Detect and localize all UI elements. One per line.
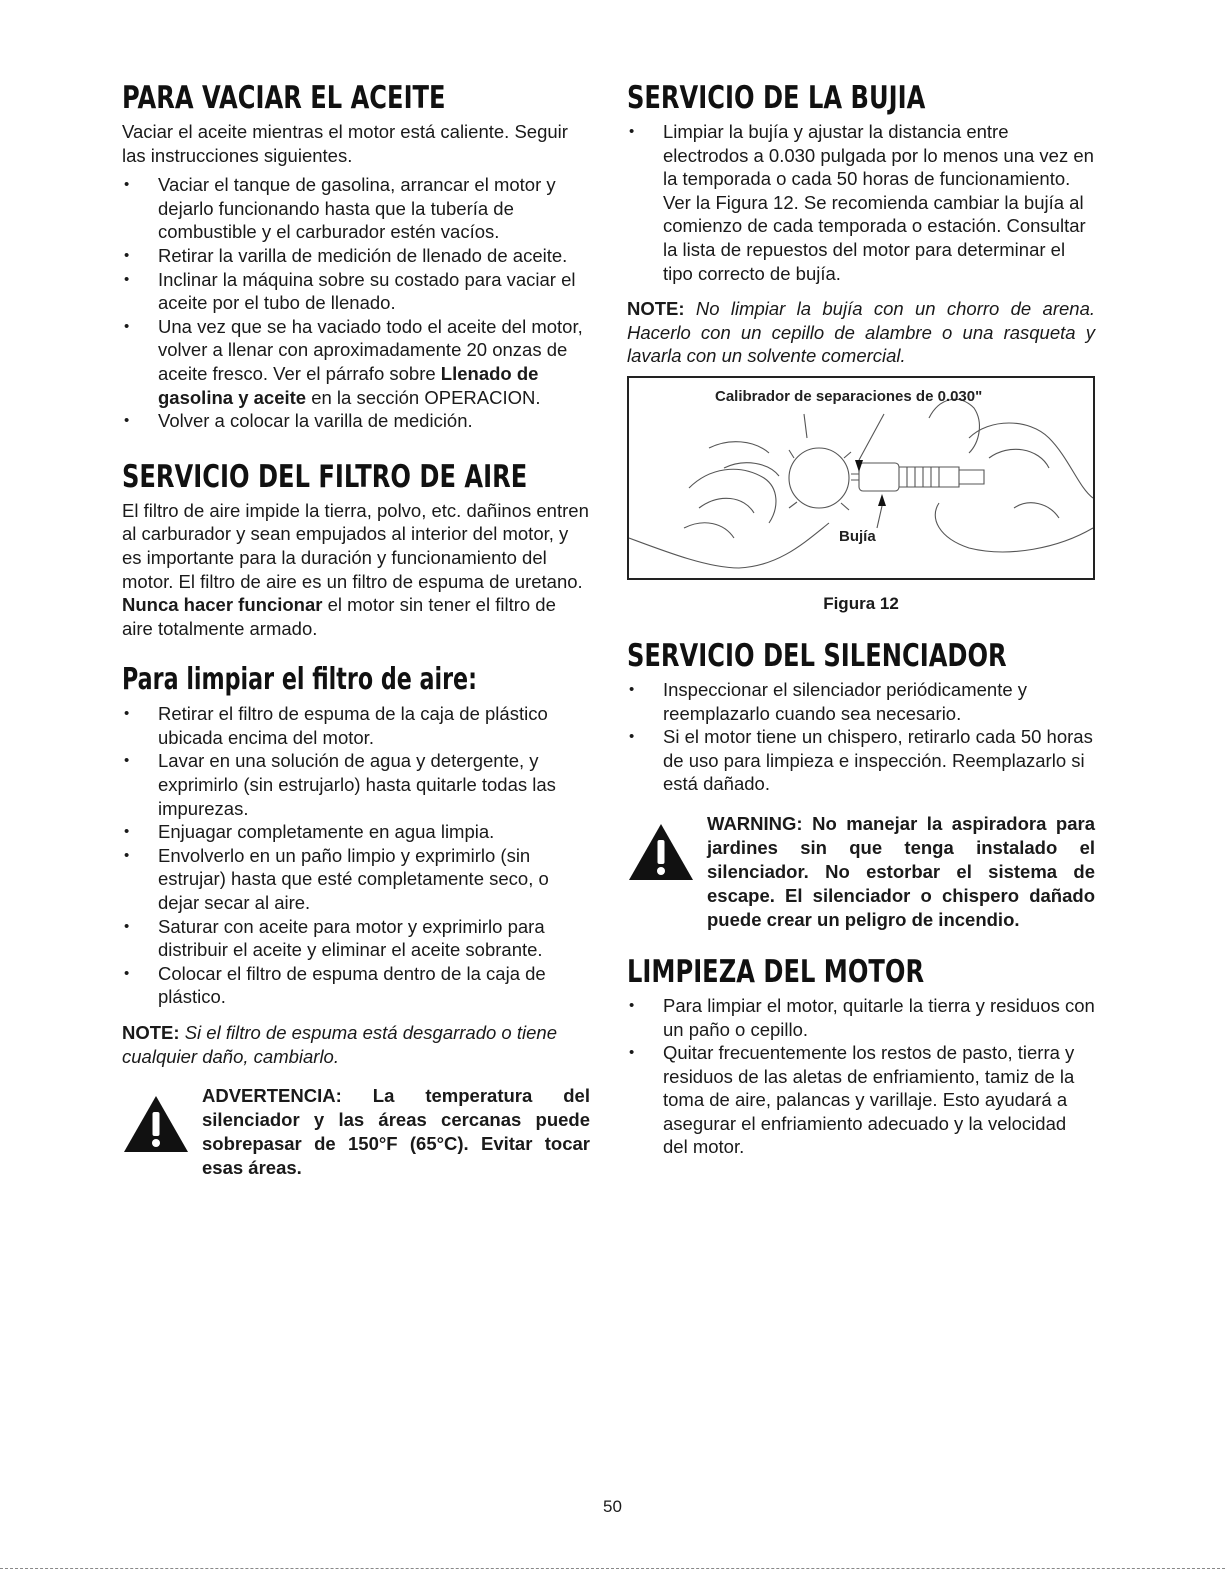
motor-steps (627, 994, 1095, 1159)
text-run: en la sección OPERACION. (306, 386, 541, 408)
list-item: • Para limpiar el motor, quitarle la tierra y residuos con un paño o cepillo. (627, 994, 1095, 1041)
list-item: • Limpiar la bujía y ajustar la distancia entre electrodos a 0.030 pulgada por lo menos una vez en la temporada o cada 50 horas de funcionamiento. Ver la Figura 12. Se recomienda cambiar la bujía al comienzo de cada temporada o estación. Consultar la lista de repuestos del motor para determinar el tipo correcto de bujía. (627, 120, 1095, 285)
note-text: No limpiar la bujía con un chorro de arena. Hacerlo con un cepillo de alambre o una rasqueta y lavarla con un solvente comercial. (627, 298, 1095, 367)
warning-text: WARNING: No manejar la aspiradora para jardines sin que tenga instalado el silenciador. No estorbar el sistema de escape. El silenciador o chispero dañado puede crear un peligro de incendio. (707, 812, 1095, 930)
list-item: • Quitar frecuentemente los restos de pasto, tierra y residuos de las aletas de enfriamiento, tamiz de la toma de aire, palancas y varillaje. Esto ayudará a asegurar el enfriamiento adecuado y la velocidad del motor. (627, 1041, 1095, 1159)
list-item: • Inspeccionar el silenciador periódicamente y reemplazarlo cuando sea necesario. (627, 678, 1095, 725)
section-heading-bujia: SERVICIO DE LA BUJIA (627, 80, 926, 116)
figure-caption: Figura 12 (823, 593, 899, 613)
note-label: NOTE: (122, 1022, 180, 1043)
list-item: • Enjuagar completamente en agua limpia. (122, 820, 590, 844)
right-column (627, 80, 1095, 1159)
vaciar-intro: Vaciar el aceite mientras el motor está caliente. Seguir las instrucciones siguientes. (122, 121, 568, 166)
bujia-note (627, 297, 1095, 368)
note-label: NOTE: (627, 298, 685, 320)
page-edge-rule (0, 1568, 1225, 1569)
text-run: Una vez que se ha vaciado todo el aceite del motor, volver a llenar con aproximadamente 20 onzas de aceite fresco. Ver el párrafo sobre (158, 315, 583, 384)
section-heading-limpiar-filtro: Para limpiar el filtro de aire: (122, 662, 477, 698)
text-run: el motor sin tener el filtro de aire totalmente armado. (122, 594, 556, 639)
warning-text: ADVERTENCIA: La temperatura del silenciador y las áreas cercanas puede sobrepasar de 150°F (65°C). Evitar tocar esas áreas. (202, 1085, 590, 1179)
list-item: • Colocar el filtro de espuma dentro de la caja de plástico. (122, 962, 590, 1009)
list-item: • Vaciar el tanque de gasolina, arrancar el motor y dejarlo funcionando hasta que la tubería de combustible y el carburador estén vacíos. (122, 173, 590, 244)
gauge-label: Calibrador de separaciones de 0.030" (715, 387, 983, 405)
list-item: • Si el motor tiene un chispero, retirarlo cada 50 horas de uso para limpieza e inspección. Reemplazarlo si está dañado. (627, 725, 1095, 796)
spark-plug-label: Bujía (839, 527, 876, 545)
emphasis-text: Llenado de gasolina y aceite (158, 362, 539, 408)
list-item: • Saturar con aceite para motor y exprimirlo para distribuir el aceite y eliminar el aceite sobrante. (122, 915, 590, 962)
warning-block-temperatura (122, 1084, 590, 1180)
bujia-steps (627, 120, 1095, 285)
warning-triangle-icon (122, 1094, 190, 1154)
section-heading-silenciador: SERVICIO DEL SILENCIADOR (627, 637, 1007, 674)
left-column (122, 80, 590, 1180)
warning-triangle-icon (627, 822, 695, 882)
list-item: • Volver a colocar la varilla de medición. (122, 409, 590, 433)
filtro-paragraph (122, 499, 590, 641)
section-heading-limpieza-motor: LIMPIEZA DEL MOTOR (627, 953, 925, 990)
figure-12-spark-plug (627, 376, 1095, 580)
warning-block-silenciador (627, 812, 1095, 932)
silenciador-steps (627, 678, 1095, 796)
list-item (122, 315, 590, 409)
emphasis-text: Nunca hacer funcionar (122, 594, 323, 616)
note-text: Si el filtro de espuma está desgarrado o tiene cualquier daño, cambiarlo. (122, 1022, 557, 1067)
list-item: • Envolverlo en un paño limpio y exprimirlo (sin estrujar) hasta que esté completamente seco, o dejar secar al aire. (122, 844, 590, 915)
list-item: • Lavar en una solución de agua y detergente, y exprimirlo (sin estrujarlo) hasta quitarle todas las impurezas. (122, 749, 590, 820)
list-item: • Retirar la varilla de medición de llenado de aceite. (122, 244, 590, 268)
section-heading-vaciar-aceite: PARA VACIAR EL ACEITE (122, 80, 446, 116)
text-run: El filtro de aire impide la tierra, polvo, etc. dañinos entren al carburador y sean empujados al interior del motor, y es importante para la duración y funcionamiento del motor. El filtro de aire es un filtro de espuma de uretano. (122, 499, 589, 592)
page-number: 50 (603, 1497, 622, 1516)
section-heading-filtro-aire: SERVICIO DEL FILTRO DE AIRE (122, 458, 528, 495)
limpiar-steps (122, 702, 590, 1009)
vaciar-steps (122, 173, 590, 433)
list-item: • Retirar el filtro de espuma de la caja de plástico ubicada encima del motor. (122, 702, 590, 749)
list-item: • Inclinar la máquina sobre su costado para vaciar el aceite por el tubo de llenado. (122, 268, 590, 315)
filtro-note (122, 1021, 590, 1068)
